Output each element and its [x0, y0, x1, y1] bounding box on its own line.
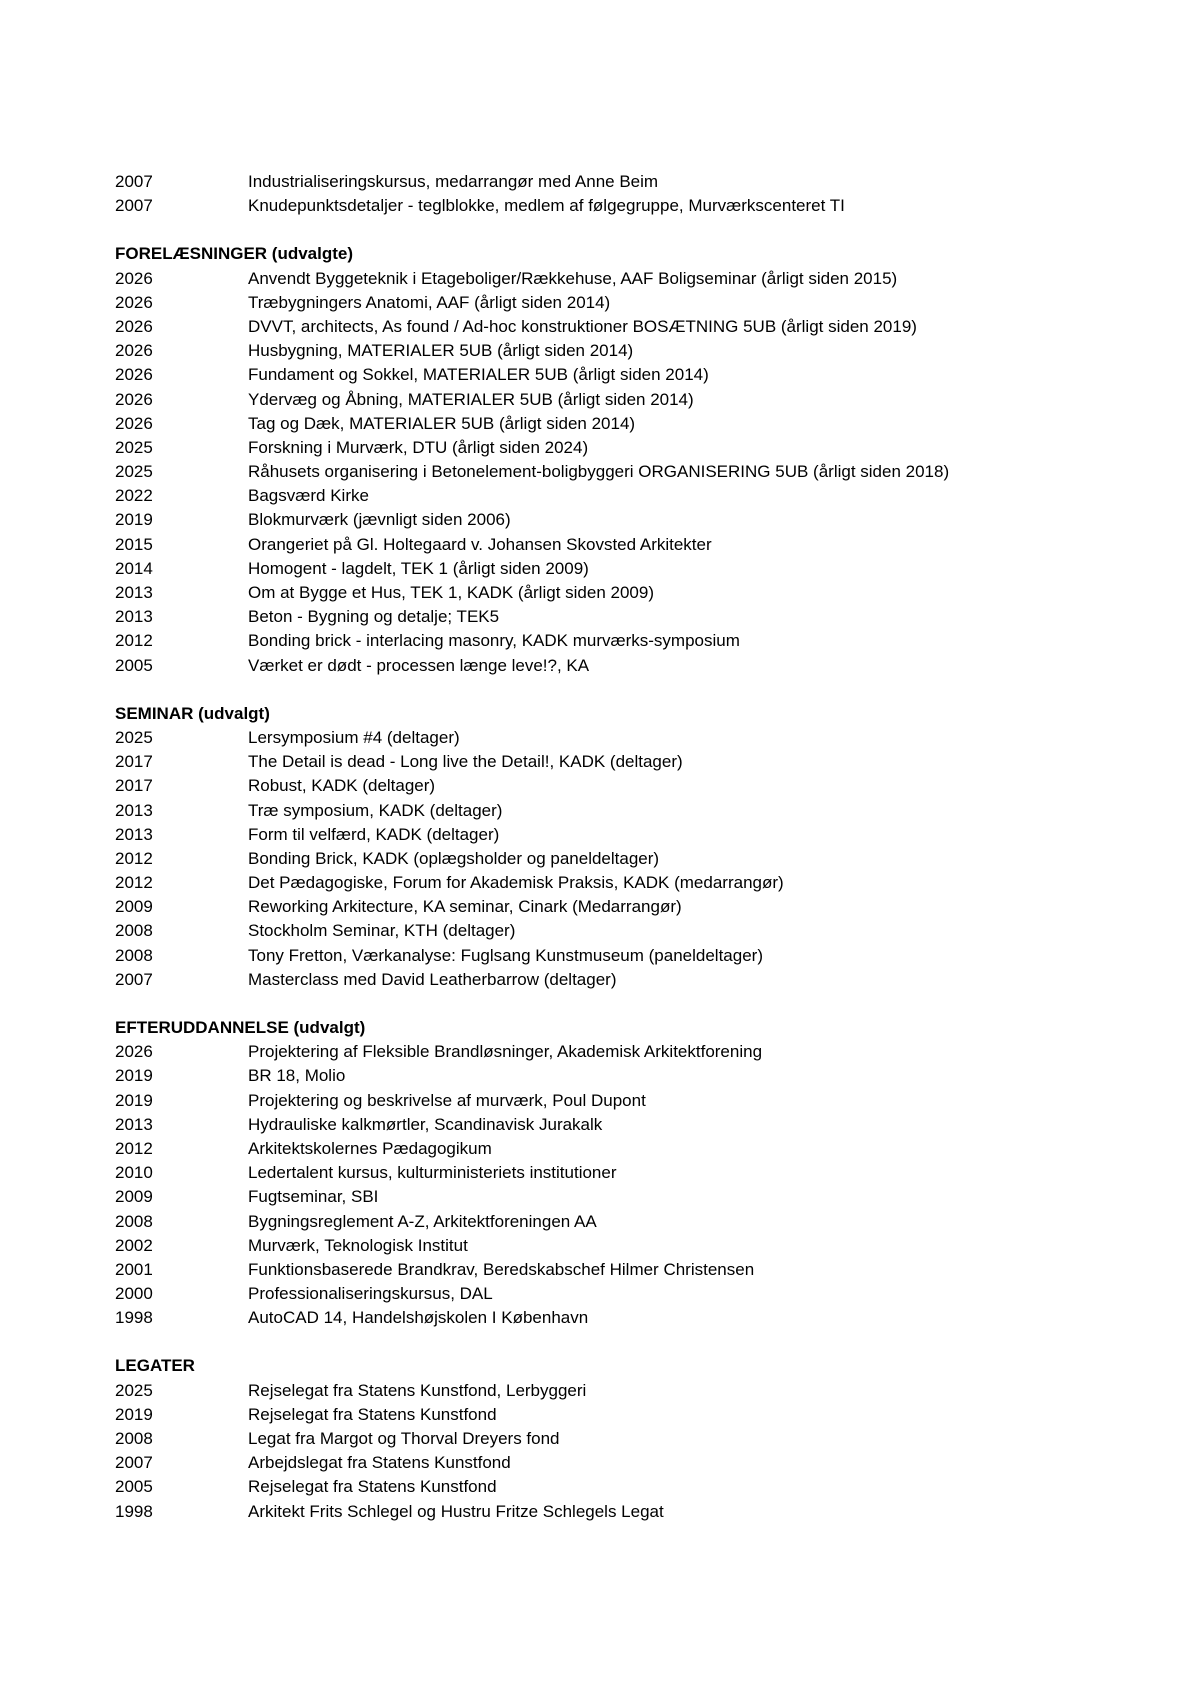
entry-text: Projektering af Fleksible Brandløsninger, Akademisk Arkitektforening: [248, 1042, 763, 1062]
entry-year: 2026: [115, 389, 153, 409]
cv-entry: [115, 412, 1115, 436]
entry-text: Rejselegat fra Statens Kunstfond: [248, 1404, 497, 1424]
cv-entry: [115, 1161, 1115, 1185]
entry-text: Anvendt Byggeteknik i Etageboliger/Rækkehuse, AAF Boligseminar (årligt siden 2015): [248, 268, 898, 288]
cv-entry: [115, 267, 1115, 291]
cv-entry: [115, 1306, 1115, 1330]
entry-year: 2025: [115, 1380, 153, 1400]
cv-entry: [115, 533, 1115, 557]
cv-entry: [115, 170, 1115, 194]
cv-entry: [115, 1040, 1115, 1064]
section-heading: EFTERUDDANNELSE (udvalgt): [115, 1018, 366, 1037]
entry-year: 2010: [115, 1163, 153, 1183]
entry-year: 2008: [115, 921, 153, 941]
cv-entry: [115, 363, 1115, 387]
entry-text: The Detail is dead - Long live the Detail!, KADK (deltager): [248, 752, 683, 772]
entry-year: 2005: [115, 655, 153, 675]
entry-text: Ledertalent kursus, kulturministeriets institutioner: [248, 1163, 617, 1183]
entry-year: 2007: [115, 172, 153, 191]
cv-entry: [115, 291, 1115, 315]
intro-list: [115, 170, 1115, 218]
entry-text: Om at Bygge et Hus, TEK 1, KADK (årligt siden 2009): [248, 583, 654, 602]
cv-entry: [115, 339, 1115, 363]
entry-text: DVVT, architects, As found / Ad-hoc konstruktioner BOSÆTNING 5UB (årligt siden 2019): [248, 316, 917, 336]
cv-entry: [115, 1258, 1115, 1282]
cv-entry: [115, 654, 1115, 678]
cv-section: [115, 242, 1115, 677]
entry-text: Rejselegat fra Statens Kunstfond: [248, 1477, 497, 1497]
cv-entry: [115, 460, 1115, 484]
cv-entry: [115, 388, 1115, 412]
entry-year: 2009: [115, 897, 153, 917]
entry-text: Arkitekt Frits Schlegel og Hustru Fritze Schlegels Legat: [248, 1501, 664, 1521]
entry-text: Træbygningers Anatomi, AAF (årligt siden 2014): [248, 292, 611, 312]
entry-text: Murværk, Teknologisk Institut: [248, 1235, 468, 1255]
cv-entry: [115, 919, 1115, 943]
cv-entry: [115, 484, 1115, 508]
entry-year: 2008: [115, 1211, 153, 1231]
cv-entry: [115, 895, 1115, 919]
entry-text: Arbejdslegat fra Statens Kunstfond: [248, 1453, 511, 1473]
cv-entry: [115, 315, 1115, 339]
entry-year: 2025: [115, 437, 153, 457]
entry-text: Robust, KADK (deltager): [248, 776, 436, 796]
entry-year: 2019: [115, 510, 153, 530]
entry-year: 2008: [115, 1429, 153, 1448]
cv-section: [115, 702, 1115, 992]
entry-year: 2007: [115, 969, 153, 989]
cv-entry: [115, 823, 1115, 847]
entry-year: 1998: [115, 1308, 153, 1328]
cv-entry: [115, 1113, 1115, 1137]
entry-text: Legat fra Margot og Thorval Dreyers fond: [248, 1429, 560, 1448]
entry-text: Bonding Brick, KADK (oplægsholder og paneldeltager): [248, 848, 660, 868]
entry-text: Bagsværd Kirke: [248, 486, 369, 506]
cv-entry: [115, 726, 1115, 750]
entry-year: 2013: [115, 824, 153, 844]
entry-year: 2005: [115, 1477, 153, 1497]
entry-text: Værket er dødt - processen længe leve!?, KA: [248, 655, 590, 675]
cv-entry: [115, 1234, 1115, 1258]
entry-year: 2026: [115, 413, 153, 433]
entry-year: 2009: [115, 1187, 153, 1207]
cv-entry: [115, 847, 1115, 871]
cv-page: [115, 170, 1115, 1524]
entry-year: 2007: [115, 196, 153, 216]
cv-entry: [115, 1282, 1115, 1306]
sections: [115, 242, 1115, 1523]
entry-year: 2019: [115, 1066, 153, 1086]
entry-year: 2012: [115, 848, 153, 868]
entry-text: Arkitektskolernes Pædagogikum: [248, 1138, 492, 1158]
entry-year: 2012: [115, 1138, 153, 1158]
section-heading: FORELÆSNINGER (udvalgte): [115, 244, 354, 264]
entry-text: Bygningsreglement A-Z, Arkitektforeningen AA: [248, 1211, 597, 1231]
entry-text: Projektering og beskrivelse af murværk, Poul Dupont: [248, 1090, 646, 1110]
entry-text: Funktionsbaserede Brandkrav, Beredskabschef Hilmer Christensen: [248, 1259, 755, 1279]
entry-text: Forskning i Murværk, DTU (årligt siden 2024): [248, 437, 589, 457]
entry-year: 2022: [115, 486, 153, 506]
cv-entry: [115, 1500, 1115, 1524]
entry-year: 2026: [115, 292, 153, 312]
entry-text: Bonding brick - interlacing masonry, KADK murværks-symposium: [248, 631, 740, 651]
entry-year: 2002: [115, 1235, 153, 1255]
cv-entry: [115, 1089, 1115, 1113]
cv-entry: [115, 508, 1115, 532]
cv-entry: [115, 194, 1115, 218]
cv-entry: [115, 1210, 1115, 1234]
entry-year: 2026: [115, 341, 153, 361]
entry-text: Masterclass med David Leatherbarrow (deltager): [248, 969, 617, 989]
cv-entry: [115, 1379, 1115, 1403]
entry-year: 2017: [115, 776, 153, 796]
entry-year: 2019: [115, 1404, 153, 1424]
cv-entry: [115, 1403, 1115, 1427]
cv-entry: [115, 605, 1115, 629]
entry-year: 2017: [115, 752, 153, 772]
entry-year: 2019: [115, 1090, 153, 1110]
entry-year: 2025: [115, 462, 153, 482]
entry-year: 2007: [115, 1453, 153, 1473]
entry-year: 2026: [115, 268, 153, 288]
entry-year: 1998: [115, 1501, 153, 1521]
entry-year: 2000: [115, 1284, 153, 1304]
entry-year: 2013: [115, 607, 153, 627]
cv-entry: [115, 968, 1115, 992]
entry-year: 2015: [115, 534, 153, 554]
cv-entry: [115, 774, 1115, 798]
cv-section: [115, 1354, 1115, 1523]
entry-year: 2013: [115, 1114, 153, 1134]
entry-text: Hydrauliske kalkmørtler, Scandinavisk Jurakalk: [248, 1114, 603, 1134]
entry-text: BR 18, Molio: [248, 1066, 346, 1086]
entry-text: Homogent - lagdelt, TEK 1 (årligt siden 2009): [248, 558, 589, 578]
cv-entry: [115, 944, 1115, 968]
entry-text: Tony Fretton, Værkanalyse: Fuglsang Kunstmuseum (paneldeltager): [248, 945, 763, 965]
entry-text: Industrialiseringskursus, medarrangør med Anne Beim: [248, 172, 659, 191]
entry-text: Tag og Dæk, MATERIALER 5UB (årligt siden 2014): [248, 413, 636, 433]
section-heading: LEGATER: [115, 1356, 195, 1376]
cv-entry: [115, 1427, 1115, 1451]
entry-year: 2025: [115, 727, 153, 747]
cv-entry: [115, 557, 1115, 581]
entry-text: Fugtseminar, SBI: [248, 1187, 379, 1207]
entry-year: 2013: [115, 800, 153, 820]
cv-entry: [115, 1137, 1115, 1161]
cv-entry: [115, 581, 1115, 605]
entry-year: 2013: [115, 583, 153, 602]
cv-entry: [115, 871, 1115, 895]
entry-year: 2014: [115, 558, 153, 578]
entry-text: Blokmurværk (jævnligt siden 2006): [248, 510, 511, 530]
cv-entry: [115, 1475, 1115, 1499]
entry-year: 2026: [115, 1042, 153, 1062]
entry-text: Ydervæg og Åbning, MATERIALER 5UB (årligt siden 2014): [248, 389, 694, 409]
entry-text: AutoCAD 14, Handelshøjskolen I København: [248, 1308, 589, 1328]
cv-entry: [115, 1451, 1115, 1475]
entry-text: Fundament og Sokkel, MATERIALER 5UB (årligt siden 2014): [248, 365, 709, 385]
entry-text: Træ symposium, KADK (deltager): [248, 800, 503, 820]
entry-text: Stockholm Seminar, KTH (deltager): [248, 921, 516, 941]
entry-text: Reworking Arkitecture, KA seminar, Cinark (Medarrangør): [248, 897, 682, 917]
entry-text: Lersymposium #4 (deltager): [248, 727, 460, 747]
entry-year: 2008: [115, 945, 153, 965]
cv-entry: [115, 750, 1115, 774]
entry-text: Rejselegat fra Statens Kunstfond, Lerbyggeri: [248, 1380, 587, 1400]
cv-entry: [115, 799, 1115, 823]
cv-entry: [115, 1185, 1115, 1209]
entry-year: 2026: [115, 316, 153, 336]
cv-entry: [115, 436, 1115, 460]
entry-text: Knudepunktsdetaljer - teglblokke, medlem af følgegruppe, Murværkscenteret TI: [248, 196, 845, 216]
cv-entry: [115, 1064, 1115, 1088]
entry-year: 2012: [115, 631, 153, 651]
entry-year: 2012: [115, 873, 153, 893]
section-heading: SEMINAR (udvalgt): [115, 703, 270, 723]
cv-section: [115, 1016, 1115, 1330]
entry-year: 2001: [115, 1259, 153, 1279]
entry-text: Orangeriet på Gl. Holtegaard v. Johansen Skovsted Arkitekter: [248, 534, 712, 554]
entry-text: Form til velfærd, KADK (deltager): [248, 824, 500, 844]
entry-text: Beton - Bygning og detalje; TEK5: [248, 607, 500, 627]
cv-entry: [115, 629, 1115, 653]
entry-year: 2026: [115, 365, 153, 385]
entry-text: Råhusets organisering i Betonelement-boligbyggeri ORGANISERING 5UB (årligt siden 2018): [248, 462, 950, 482]
entry-text: Det Pædagogiske, Forum for Akademisk Praksis, KADK (medarrangør): [248, 873, 784, 893]
entry-text: Professionaliseringskursus, DAL: [248, 1284, 493, 1304]
entry-text: Husbygning, MATERIALER 5UB (årligt siden 2014): [248, 341, 634, 361]
